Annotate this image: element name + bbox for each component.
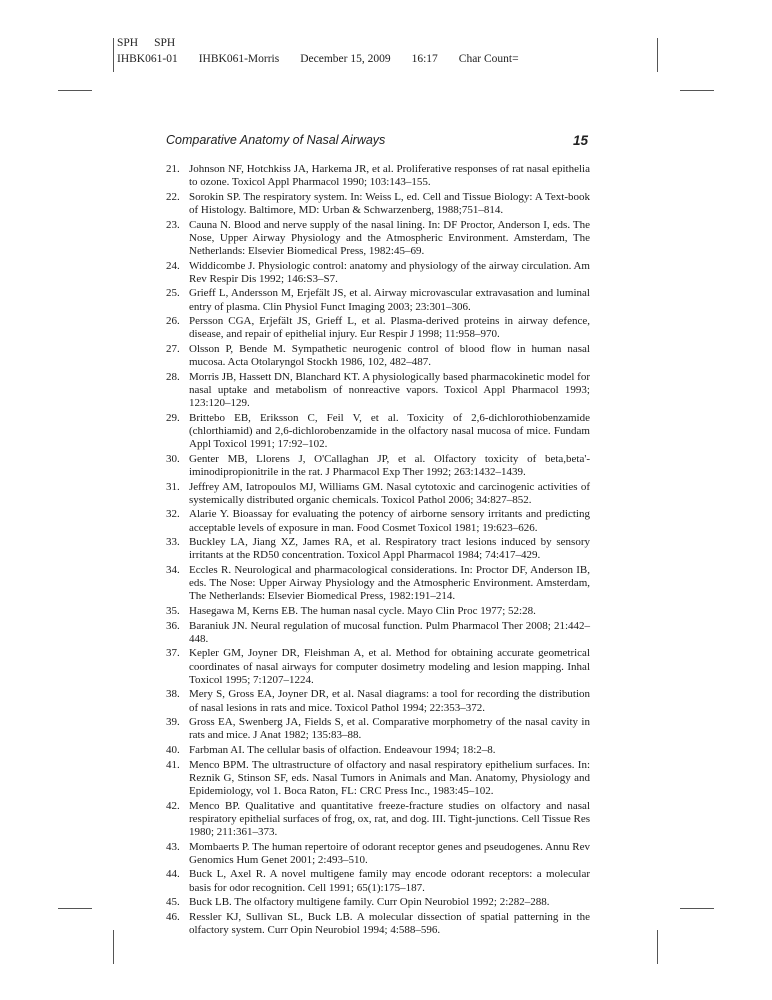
slug-book-id: IHBK061-Morris <box>198 53 280 65</box>
crop-mark-top-left-horizontal <box>58 90 92 91</box>
reference-item <box>166 759 590 799</box>
reference-number: 27. <box>166 342 180 355</box>
reference-item <box>166 800 590 840</box>
reference-number: 43. <box>166 840 180 853</box>
reference-text: Gross EA, Swenberg JA, Fields S, et al. Comparative morphometry of the nasal cavity in rats and mice. J Anat 1982; 135:83–88. <box>189 716 590 742</box>
reference-list <box>166 163 590 939</box>
reference-item <box>166 508 590 534</box>
crop-mark-top-left-vertical <box>113 38 114 72</box>
reference-text: Johnson NF, Hotchkiss JA, Harkema JR, et al. Proliferative responses of rat nasal epithelia to ozone. Toxicol Appl Pharmacol 1990; 103:143–155. <box>189 163 590 189</box>
crop-mark-top-right-horizontal <box>680 90 714 91</box>
reference-item <box>166 371 590 411</box>
crop-mark-bottom-right-horizontal <box>680 908 714 909</box>
reference-item <box>166 868 590 894</box>
reference-text: Buckley LA, Jiang XZ, James RA, et al. Respiratory tract lesions induced by sensory irritants at the RD50 concentration. Toxicol Appl Pharmacol 1984; 74:417–429. <box>189 536 590 562</box>
reference-number: 30. <box>166 452 180 465</box>
reference-item <box>166 841 590 867</box>
reference-item <box>166 481 590 507</box>
reference-text: Sorokin SP. The respiratory system. In: Weiss L, ed. Cell and Tissue Biology: A Text-book of Histology. Baltimore, MD: Urban & Schwarzenberg, 1988;751–814. <box>189 190 590 216</box>
slug-job-id: IHBK061-01 <box>117 53 178 65</box>
crop-mark-bottom-right-vertical <box>657 930 658 964</box>
printer-slug-line-1 <box>117 37 191 49</box>
reference-item <box>166 343 590 369</box>
crop-mark-bottom-left-horizontal <box>58 908 92 909</box>
reference-number: 23. <box>166 218 180 231</box>
reference-number: 34. <box>166 563 180 576</box>
reference-text: Mombaerts P. The human repertoire of odorant receptor genes and pseudogenes. Annu Rev Genomics Hum Genet 2001; 2:493–510. <box>189 840 590 866</box>
slug-date: December 15, 2009 <box>300 53 391 65</box>
reference-text: Eccles R. Neurological and pharmacological considerations. In: Proctor DF, Anderson IB, eds. The Nose: Upper Airway Physiology and the Atmospheric Environment. Amsterdam, The Netherlands: Elsevier Biomedical Press, 1982:191–214. <box>189 563 590 603</box>
printer-slug-line-2 <box>117 53 540 65</box>
reference-text: Menco BP. Qualitative and quantitative freeze-fracture studies on olfactory and nasal respiratory epithelial surfaces of frog, ox, rat, and dog. III. Tight-junctions. Cell Tissue Res 1980; 211:361–373. <box>189 799 590 838</box>
reference-item <box>166 647 590 687</box>
reference-number: 36. <box>166 619 180 632</box>
reference-item <box>166 260 590 286</box>
reference-number: 39. <box>166 716 180 729</box>
reference-text: Kepler GM, Joyner DR, Fleishman A, et al. Method for obtaining accurate geometrical coordinates of nasal airways for computer dosimetry modeling and lesion mapping. Inhal Toxicol 1995; 7:1207–1224. <box>189 647 590 686</box>
crop-mark-bottom-left-vertical <box>113 930 114 964</box>
running-head <box>166 133 588 147</box>
reference-item <box>166 536 590 562</box>
reference-text: Brittebo EB, Eriksson C, Feil V, et al. Toxicity of 2,6-dichlorothiobenzamide (chlorthiamid) and 2,6-dichlorobenzamide in the olfactory nasal mucosa of mice. Fundam Appl Toxicol 1991; 17:92–102. <box>189 411 590 451</box>
reference-text: Grieff L, Andersson M, Erjefält JS, et al. Airway microvascular extravasation and luminal entry of plasma. Clin Physiol Funct Imaging 2003; 23:301–306. <box>189 287 590 313</box>
reference-number: 37. <box>166 647 180 660</box>
slug-code: SPH <box>117 37 139 49</box>
reference-text: Hasegawa M, Kerns EB. The human nasal cycle. Mayo Clin Proc 1977; 52:28. <box>189 604 536 617</box>
reference-number: 22. <box>166 190 180 203</box>
reference-number: 29. <box>166 411 180 424</box>
reference-text: Alarie Y. Bioassay for evaluating the potency of airborne sensory irritants and predicting acceptable levels of exposure in man. Food Cosmet Toxicol 1981; 19:623–626. <box>189 508 590 534</box>
reference-number: 33. <box>166 536 180 549</box>
running-head-title: Comparative Anatomy of Nasal Airways <box>166 133 386 147</box>
reference-text: Genter MB, Llorens J, O'Callaghan JP, et al. Olfactory toxicity of beta,beta'-iminodipropionitrile in the rat. J Pharmacol Exp Ther 1992; 263:1432–1439. <box>189 452 590 478</box>
reference-number: 41. <box>166 758 180 771</box>
reference-text: Persson CGA, Erjefält JS, Grieff L, et al. Plasma-derived proteins in airway defence, disease, and repair of epithelial injury. Eur Respir J 1998; 11:958–970. <box>189 315 590 341</box>
reference-text: Olsson P, Bende M. Sympathetic neurogenic control of blood flow in human nasal mucosa. Acta Otolaryngol Stockh 1986, 102, 482–487. <box>189 342 590 369</box>
reference-text: Baraniuk JN. Neural regulation of mucosal function. Pulm Pharmacol Ther 2008; 21:442–448. <box>189 619 590 645</box>
reference-item <box>166 896 590 909</box>
reference-text: Jeffrey AM, Iatropoulos MJ, Williams GM. Nasal cytotoxic and carcinogenic activities of systemically distributed organic chemicals. Toxicol Pathol 2006; 34:827–852. <box>189 480 590 506</box>
reference-item <box>166 163 590 189</box>
reference-number: 45. <box>166 896 180 909</box>
reference-text: Widdicombe J. Physiologic control: anatomy and physiology of the airway circulation. Am Rev Respir Dis 1992; 146:S3–S7. <box>189 259 590 285</box>
reference-number: 26. <box>166 315 180 328</box>
reference-number: 31. <box>166 480 180 493</box>
crop-mark-top-right-vertical <box>657 38 658 72</box>
reference-item <box>166 453 590 479</box>
reference-item <box>166 716 590 742</box>
reference-text: Farbman AI. The cellular basis of olfaction. Endeavour 1994; 18:2–8. <box>189 743 496 756</box>
reference-item <box>166 315 590 341</box>
slug-time: 16:17 <box>411 53 438 65</box>
reference-item <box>166 191 590 217</box>
reference-number: 35. <box>166 604 180 617</box>
reference-text: Buck LB. The olfactory multigene family. Curr Opin Neurobiol 1992; 2:282–288. <box>189 896 550 909</box>
reference-number: 24. <box>166 259 180 272</box>
reference-number: 28. <box>166 370 180 383</box>
reference-item <box>166 911 590 937</box>
reference-text: Cauna N. Blood and nerve supply of the nasal lining. In: DF Proctor, Anderson I, eds. The Nose, Upper Airway Physiology and the Atmospheric Environment. Amsterdam, The Netherlands: Elsevier Biomedical Press, 1982:45–69. <box>189 218 590 257</box>
reference-item <box>166 620 590 646</box>
reference-number: 38. <box>166 688 180 701</box>
reference-item <box>166 688 590 714</box>
reference-item <box>166 744 590 757</box>
reference-item <box>166 412 590 452</box>
reference-text: Ressler KJ, Sullivan SL, Buck LB. A molecular dissection of spatial patterning in the olfactory system. Curr Opin Neurobiol 1994; 4:588–596. <box>189 910 590 936</box>
reference-number: 21. <box>166 163 180 175</box>
reference-item <box>166 219 590 259</box>
reference-number: 32. <box>166 508 180 521</box>
reference-number: 25. <box>166 287 180 300</box>
reference-text: Buck L, Axel R. A novel multigene family may encode odorant receptors: a molecular basis for odor recognition. Cell 1991; 65(1):175–187. <box>189 868 590 894</box>
reference-item <box>166 564 590 604</box>
reference-number: 44. <box>166 868 180 881</box>
slug-char-count: Char Count= <box>458 53 519 65</box>
slug-code: SPH <box>154 37 176 49</box>
reference-text: Mery S, Gross EA, Joyner DR, et al. Nasal diagrams: a tool for recording the distribution of nasal lesions in rats and mice. Toxicol Pathol 1994; 22:353–372. <box>189 688 590 714</box>
reference-text: Morris JB, Hassett DN, Blanchard KT. A physiologically based pharmacokinetic model for nasal uptake and metabolism of nonreactive vapors. Toxicol Appl Pharmacol 1993; 123:120–129. <box>189 370 590 410</box>
reference-item <box>166 287 590 313</box>
reference-number: 42. <box>166 799 180 812</box>
reference-number: 40. <box>166 743 180 756</box>
reference-text: Menco BPM. The ultrastructure of olfactory and nasal respiratory epithelium surfaces. In: Reznik G, Stinson SF, eds. Nasal Tumors in Animals and Man. Anatomy, Physiology and Epidemiology, vol 1. Boca Raton, FL: CRC Press Inc., 1983:45–102. <box>189 758 590 797</box>
reference-item <box>166 605 590 618</box>
page-number: 15 <box>572 133 588 148</box>
reference-number: 46. <box>166 910 180 923</box>
